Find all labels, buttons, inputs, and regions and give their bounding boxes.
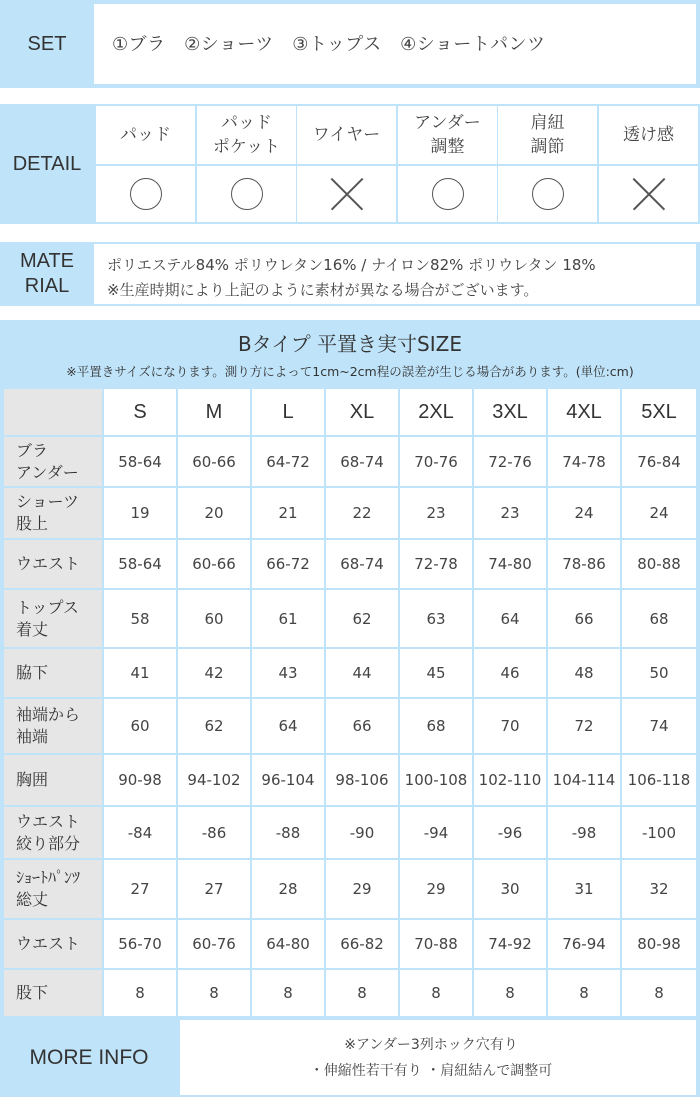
size-value-cell: 96-104 [252,755,324,805]
set-items-text: ①ブラ ②ショーツ ③トップス ④ショートパンツ [112,34,546,55]
size-value-cell: 76-84 [622,437,696,486]
size-row-label-text: ウエスト [16,554,81,573]
size-row-label [4,699,102,753]
circle-mark-icon [532,178,564,210]
size-header-l: L [252,389,324,435]
size-value-cell: 66 [326,699,398,753]
size-value-cell: 64-80 [252,920,324,968]
size-value-cell: 41 [104,649,176,697]
size-value-cell: 66-72 [252,540,324,588]
size-value-cell: -98 [548,807,620,858]
size-value-cell: 64 [252,699,324,753]
size-value-cell: 80-88 [622,540,696,588]
size-row-label-text: ショーツ 股上 [16,492,80,533]
size-row-label [4,540,102,588]
size-value-cell: -84 [104,807,176,858]
size-value-cell: 22 [326,488,398,538]
size-value-cell: 70 [474,699,546,753]
size-value-cell: 31 [548,860,620,918]
size-header-s: S [104,389,176,435]
size-value-cell: 30 [474,860,546,918]
detail-header-5: 肩紐 調節 [498,106,597,164]
more-info-panel [180,1020,696,1095]
size-value-cell: 8 [400,970,472,1016]
size-value-cell: 74 [622,699,696,753]
size-value-cell: 8 [326,970,398,1016]
size-value-cell: 66-82 [326,920,398,968]
size-value-cell: 50 [622,649,696,697]
size-header-5xl: 5XL [622,389,696,435]
size-value-cell: 60-66 [178,437,250,486]
size-value-cell: 58-64 [104,540,176,588]
detail-mark-cell-4 [398,166,497,222]
detail-header-3: ワイヤー [297,106,396,164]
size-row-label-text: ウエスト 絞り部分 [16,811,81,853]
detail-header-2: パッド ポケット [197,106,296,164]
cross-mark-icon [632,177,666,211]
size-row-label [4,755,102,805]
size-value-cell: 58-64 [104,437,176,486]
size-header-m: M [178,389,250,435]
size-value-cell: 27 [104,860,176,918]
size-value-cell: 61 [252,590,324,647]
detail-label: DETAIL [0,106,94,222]
size-row-label [4,860,102,918]
size-row-label [4,437,102,486]
size-value-cell: 58 [104,590,176,647]
detail-mark-cell-2 [197,166,296,222]
material-label-text: MATE RIAL [19,250,75,297]
detail-mark-cell-5 [498,166,597,222]
circle-mark-icon [432,178,464,210]
size-value-cell: 80-98 [622,920,696,968]
circle-mark-icon [231,178,263,210]
size-value-cell: -88 [252,807,324,858]
size-header-4xl: 4XL [548,389,620,435]
size-value-cell: 74-92 [474,920,546,968]
size-value-cell: 28 [252,860,324,918]
size-value-cell: 21 [252,488,324,538]
size-value-cell: 72-76 [474,437,546,486]
size-row-label-text: 袖端から 袖端 [16,705,81,746]
size-value-cell: 20 [178,488,250,538]
size-value-cell: 27 [178,860,250,918]
size-value-cell: 70-76 [400,437,472,486]
size-value-cell: 66 [548,590,620,647]
size-value-cell: 68 [622,590,696,647]
size-value-cell: -90 [326,807,398,858]
size-row-label-text: 脇下 [16,663,49,682]
size-value-cell: 8 [548,970,620,1016]
size-row-label-text: ブラ アンダー [16,440,79,482]
size-value-cell: 64-72 [252,437,324,486]
size-value-cell: 64 [474,590,546,647]
circle-mark-icon [130,178,162,210]
size-value-cell: 8 [104,970,176,1016]
size-header-3xl: 3XL [474,389,546,435]
size-value-cell: 56-70 [104,920,176,968]
size-value-cell: 8 [622,970,696,1016]
size-value-cell: 74-80 [474,540,546,588]
size-value-cell: 74-78 [548,437,620,486]
size-value-cell: 90-98 [104,755,176,805]
size-value-cell: 43 [252,649,324,697]
size-row-label-text: 股下 [16,983,49,1002]
size-value-cell: 76-94 [548,920,620,968]
size-value-cell: 8 [178,970,250,1016]
size-value-cell: 62 [326,590,398,647]
size-row-label-text: トップス 着丈 [16,597,79,639]
set-label: SET [0,4,94,84]
size-value-cell: -94 [400,807,472,858]
size-value-cell: 24 [548,488,620,538]
size-row-label [4,807,102,858]
size-value-cell: 19 [104,488,176,538]
size-value-cell: 42 [178,649,250,697]
size-value-cell: 70-88 [400,920,472,968]
size-value-cell: 45 [400,649,472,697]
size-value-cell: 23 [474,488,546,538]
size-value-cell: 62 [178,699,250,753]
size-value-cell: 48 [548,649,620,697]
size-row-label-text: 胸囲 [16,770,49,789]
cross-mark-icon [330,177,364,211]
size-value-cell: 72 [548,699,620,753]
size-value-cell: 8 [474,970,546,1016]
size-value-cell: 68-74 [326,540,398,588]
material-label [0,244,94,304]
size-value-cell: 60-66 [178,540,250,588]
detail-mark-cell-1 [96,166,195,222]
size-value-cell: 94-102 [178,755,250,805]
size-header-xl: XL [326,389,398,435]
size-value-cell: 98-106 [326,755,398,805]
size-value-cell: 104-114 [548,755,620,805]
size-table-corner [4,389,102,435]
size-row-label-text: ｼｮｰﾄﾊﾟﾝﾂ 総丈 [16,868,81,909]
detail-mark-cell-3 [297,166,396,222]
detail-header-1: パッド [96,106,195,164]
size-value-cell: 60 [104,699,176,753]
size-value-cell: 102-110 [474,755,546,805]
size-value-cell: 106-118 [622,755,696,805]
size-value-cell: 78-86 [548,540,620,588]
size-value-cell: 32 [622,860,696,918]
size-value-cell: -86 [178,807,250,858]
size-value-cell: -96 [474,807,546,858]
size-row-label [4,488,102,538]
more-info-line-2: ・伸縮性若干有り ・肩紐結んで調整可 [309,1063,553,1079]
size-value-cell: 29 [326,860,398,918]
size-row-label [4,590,102,647]
size-value-cell: 8 [252,970,324,1016]
size-row-label [4,970,102,1016]
size-value-cell: 100-108 [400,755,472,805]
size-title: Bタイプ 平置き実寸SIZE [237,332,462,356]
material-line-2: ※生産時期により上記のように素材が異なる場合がございます。 [107,281,539,299]
size-value-cell: 24 [622,488,696,538]
detail-mark-cell-6 [599,166,698,222]
size-row-label [4,920,102,968]
size-value-cell: 44 [326,649,398,697]
size-value-cell: 46 [474,649,546,697]
material-line-1: ポリエステル84% ポリウレタン16% / ナイロン82% ポリウレタン 18% [107,256,596,274]
detail-header-6: 透け感 [599,106,698,164]
more-info-label: MORE INFO [0,1020,178,1095]
size-note: ※平置きサイズになります。測り方によって1cm~2cm程の誤差が生じる場合があります。(単位:cm) [66,364,634,379]
detail-header-4: アンダー 調整 [398,106,497,164]
size-value-cell: 29 [400,860,472,918]
size-value-cell: 60 [178,590,250,647]
size-value-cell: 23 [400,488,472,538]
size-value-cell: 60-76 [178,920,250,968]
size-value-cell: 68-74 [326,437,398,486]
more-info-line-1: ※アンダー3列ホック穴有り [344,1037,518,1053]
size-header-2xl: 2XL [400,389,472,435]
size-row-label [4,649,102,697]
size-value-cell: -100 [622,807,696,858]
size-value-cell: 63 [400,590,472,647]
size-value-cell: 72-78 [400,540,472,588]
size-value-cell: 68 [400,699,472,753]
size-row-label-text: ウエスト [16,934,81,953]
